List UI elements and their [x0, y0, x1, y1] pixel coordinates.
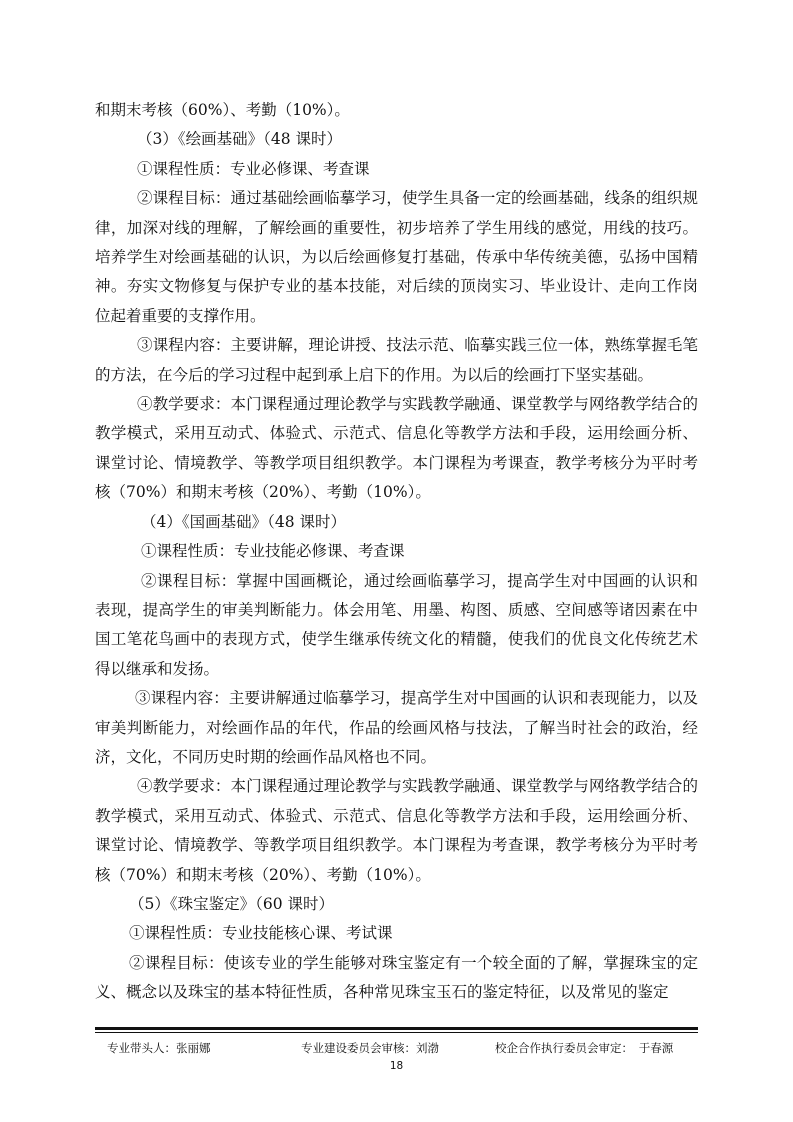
- footer-divider-thick: [95, 1027, 698, 1030]
- paragraph-teaching-requirements: ④教学要求：本门课程通过理论教学与实践教学融通、课堂教学与网络教学结合的教学模式，采用互动式、体验式、示范式、信息化等教学方法和手段，运用绘画分析、课堂讨论、情境教学、等教学项目组织教学。本门课程为考查课，教学考核分为平时考核（70%）和期末考核（20%）、考勤（10%）。: [95, 777, 698, 884]
- course-heading-drawing-basics: （3）《绘画基础》（48 课时）: [137, 130, 343, 149]
- footer-program-leader: 专业带头人：张丽娜: [107, 1041, 211, 1055]
- course-heading-jewelry-appraisal: （5）《珠宝鉴定》（60 课时）: [129, 894, 335, 913]
- paragraph-course-goal: ②课程目标：掌握中国画概论，通过绘画临摹学习，提高学生对中国画的认识和表现，提高学生的审美判断能力。体会用笔、用墨、构图、质感、空间感等诸因素在中国工笔花鸟画中的表现方式，使学生继承传统文化的精髓，使我们的优良文化传统艺术得以继承和发扬。: [95, 571, 698, 678]
- footer-cooperation-review: 校企合作执行委员会审定： 于春源: [495, 1041, 674, 1055]
- paragraph-course-goal: ②课程目标：通过基础绘画临摹学习，使学生具备一定的绘画基础，线条的组织规律，加深对线的理解，了解绘画的重要性，初步培养了学生用线的感觉，用线的技巧。培养学生对绘画基础的认识，为以后绘画修复打基础，传承中华传统美德，弘扬中国精神。夯实文物修复与保护专业的基本技能，对后续的顶岗实习、毕业设计、走向工作岗位起着重要的支撑作用。: [95, 189, 698, 325]
- paragraph-course-nature: ①课程性质：专业技能必修课、考查课: [141, 542, 405, 561]
- paragraph-course-nature: ①课程性质：专业必修课、考查课: [137, 159, 370, 178]
- paragraph-course-goal: ②课程目标：使该专业的学生能够对珠宝鉴定有一个较全面的了解，掌握珠宝的定义、概念以及珠宝的基本特征性质，各种常见珠宝玉石的鉴定特征，以及常见的鉴定: [95, 953, 698, 1002]
- paragraph-continuation: 和期末考核（60%）、考勤（10%）。: [95, 101, 350, 119]
- paragraph-course-content: ③课程内容：主要讲解通过临摹学习，提高学生对中国画的认识和表现能力，以及审美判断能力，对绘画作品的年代，作品的绘画风格与技法，了解当时社会的政治，经济，文化，不同历史时期的绘画作品风格也不同。: [95, 689, 698, 766]
- paragraph-teaching-requirements: ④教学要求：本门课程通过理论教学与实践教学融通、课堂教学与网络教学结合的教学模式，采用互动式、体验式、示范式、信息化等教学方法和手段，运用绘画分析、课堂讨论、情境教学、等教学项目组织教学。本门课程为考课查，教学考核分为平时考核（70%）和期末考核（20%）、考勤（10%）。: [95, 395, 698, 502]
- paragraph-course-nature: ①课程性质：专业技能核心课、考试课: [129, 924, 393, 943]
- footer-committee-review: 专业建设委员会审核：刘渤: [301, 1041, 439, 1055]
- course-heading-chinese-painting: （4）《国画基础》（48 课时）: [141, 512, 347, 531]
- paragraph-course-content: ③课程内容：主要讲解，理论讲授、技法示范、临摹实践三位一体，熟练掌握毛笔的方法，在今后的学习过程中起到承上启下的作用。为以后的绘画打下坚实基础。: [95, 336, 698, 384]
- page-number: 18: [389, 1060, 404, 1072]
- page-body: [95, 96, 698, 1008]
- footer-divider-thin: [95, 1032, 698, 1033]
